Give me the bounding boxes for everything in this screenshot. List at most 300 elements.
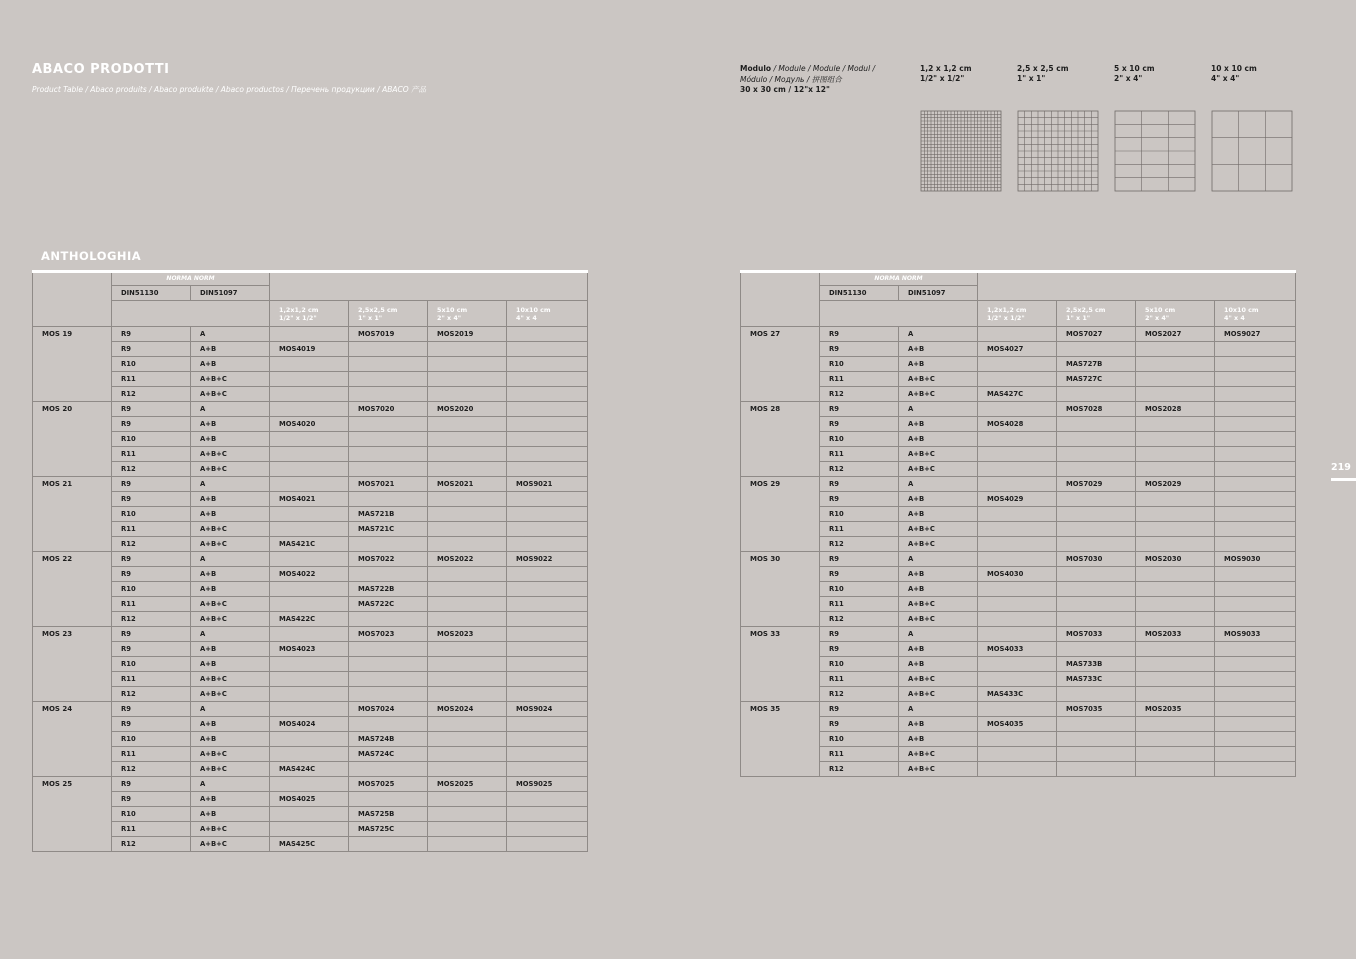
format-cm: 1,2x1,2 cm xyxy=(279,305,319,314)
din51097-value: A+B xyxy=(191,582,270,597)
code-10x10 xyxy=(507,672,588,687)
code-5x10 xyxy=(428,762,507,777)
din51097-value: A+B xyxy=(899,342,978,357)
din51130-value: R11 xyxy=(820,372,899,387)
code-1x1 xyxy=(270,507,349,522)
code-1x1 xyxy=(270,657,349,672)
code-2x2 xyxy=(349,762,428,777)
table-row xyxy=(741,432,1296,447)
code-10x10 xyxy=(507,372,588,387)
header-blank xyxy=(33,272,112,327)
code-2x2: MAS722C xyxy=(349,597,428,612)
code-5x10: MOS2024 xyxy=(428,702,507,717)
code-10x10 xyxy=(1215,732,1296,747)
code-5x10 xyxy=(428,612,507,627)
din51097-value: A+B+C xyxy=(899,597,978,612)
format-inch: 1/2" x 1/2" xyxy=(279,313,317,322)
code-2x2 xyxy=(349,372,428,387)
table-row xyxy=(741,612,1296,627)
code-1x1 xyxy=(270,777,349,792)
format-header xyxy=(270,301,349,327)
code-10x10 xyxy=(507,492,588,507)
page-number: 219 xyxy=(1331,462,1351,473)
table-row xyxy=(33,537,588,552)
code-10x10 xyxy=(507,522,588,537)
table-row xyxy=(33,732,588,747)
series-name: MOS 28 xyxy=(741,402,820,477)
din51130-value: R11 xyxy=(112,672,191,687)
din51130-value: R9 xyxy=(820,642,899,657)
table-row xyxy=(33,762,588,777)
code-5x10 xyxy=(1136,417,1215,432)
code-5x10 xyxy=(1136,582,1215,597)
din51130-value: R12 xyxy=(820,537,899,552)
code-10x10 xyxy=(507,732,588,747)
code-1x1 xyxy=(978,537,1057,552)
code-5x10 xyxy=(1136,732,1215,747)
format-header xyxy=(507,301,588,327)
series-name: MOS 27 xyxy=(741,327,820,402)
code-2x2: MOS7021 xyxy=(349,477,428,492)
din51130-value: R11 xyxy=(820,597,899,612)
code-2x2 xyxy=(1057,717,1136,732)
module-size-4 xyxy=(1211,64,1301,84)
din51130-value: R9 xyxy=(112,792,191,807)
code-2x2: MAS721B xyxy=(349,507,428,522)
code-5x10: MOS2030 xyxy=(1136,552,1215,567)
din51130-value: R9 xyxy=(112,342,191,357)
module-size-inch: 1" x 1" xyxy=(1017,74,1046,83)
code-5x10 xyxy=(1136,747,1215,762)
code-10x10 xyxy=(1215,447,1296,462)
code-2x2: MAS724B xyxy=(349,732,428,747)
code-1x1: MOS4027 xyxy=(978,342,1057,357)
table-row xyxy=(33,522,588,537)
din51130-value: R9 xyxy=(112,567,191,582)
format-header xyxy=(349,301,428,327)
din51097-value: A+B xyxy=(191,417,270,432)
code-2x2: MOS7022 xyxy=(349,552,428,567)
series-name: MOS 25 xyxy=(33,777,112,852)
code-2x2 xyxy=(349,342,428,357)
code-10x10 xyxy=(1215,417,1296,432)
code-1x1 xyxy=(270,732,349,747)
code-1x1: MOS4024 xyxy=(270,717,349,732)
grid-1x1-icon xyxy=(920,110,1002,192)
code-1x1 xyxy=(270,387,349,402)
code-10x10 xyxy=(507,612,588,627)
module-label-translations-2: Módulo / Модуль / 拼图组合 xyxy=(740,74,842,84)
din51130-value: R9 xyxy=(820,702,899,717)
din51097-value: A+B+C xyxy=(899,372,978,387)
code-5x10: MOS2025 xyxy=(428,777,507,792)
code-5x10 xyxy=(428,657,507,672)
code-1x1 xyxy=(270,687,349,702)
code-1x1 xyxy=(270,627,349,642)
code-10x10: MOS9025 xyxy=(507,777,588,792)
code-2x2 xyxy=(1057,417,1136,432)
din51097-value: A+B+C xyxy=(899,462,978,477)
table-row xyxy=(33,387,588,402)
table-row xyxy=(33,462,588,477)
code-10x10 xyxy=(1215,492,1296,507)
code-10x10 xyxy=(1215,717,1296,732)
code-10x10 xyxy=(507,342,588,357)
code-2x2 xyxy=(1057,537,1136,552)
code-2x2 xyxy=(1057,687,1136,702)
table-row xyxy=(741,357,1296,372)
code-5x10 xyxy=(1136,672,1215,687)
din51130-value: R9 xyxy=(112,417,191,432)
din51130-value: R9 xyxy=(112,492,191,507)
din51130-value: R9 xyxy=(820,417,899,432)
code-2x2: MAS725B xyxy=(349,807,428,822)
code-1x1: MOS4025 xyxy=(270,792,349,807)
header-blank-mid xyxy=(112,301,270,327)
code-10x10 xyxy=(507,717,588,732)
din51130-value: R10 xyxy=(112,657,191,672)
code-10x10 xyxy=(507,357,588,372)
din51097-value: A+B xyxy=(191,342,270,357)
din51130-value: R11 xyxy=(820,672,899,687)
code-2x2 xyxy=(349,447,428,462)
code-5x10 xyxy=(428,417,507,432)
din51097-value: A+B+C xyxy=(899,747,978,762)
code-10x10 xyxy=(507,567,588,582)
page-number-bar xyxy=(1331,478,1356,481)
din51130-value: R9 xyxy=(112,702,191,717)
code-2x2: MOS7027 xyxy=(1057,327,1136,342)
grid-10x10-icon xyxy=(1211,110,1293,192)
din51097-value: A xyxy=(191,327,270,342)
code-10x10 xyxy=(1215,432,1296,447)
code-1x1: MAS424C xyxy=(270,762,349,777)
grid-5x10-icon xyxy=(1114,110,1196,192)
code-1x1 xyxy=(978,732,1057,747)
code-10x10 xyxy=(507,402,588,417)
code-2x2: MAS724C xyxy=(349,747,428,762)
code-2x2: MAS733B xyxy=(1057,657,1136,672)
table-row xyxy=(33,327,588,342)
module-size-2 xyxy=(1017,64,1107,84)
header-blank-top xyxy=(270,272,588,301)
code-2x2 xyxy=(1057,582,1136,597)
code-5x10 xyxy=(428,747,507,762)
code-5x10 xyxy=(428,717,507,732)
code-2x2 xyxy=(1057,432,1136,447)
din51097-value: A+B+C xyxy=(191,462,270,477)
code-2x2 xyxy=(1057,387,1136,402)
format-cm: 10x10 cm xyxy=(516,305,551,314)
code-10x10 xyxy=(507,537,588,552)
code-10x10 xyxy=(507,822,588,837)
table-row xyxy=(741,702,1296,717)
table-row xyxy=(33,342,588,357)
din51130-value: R10 xyxy=(112,807,191,822)
table-row xyxy=(33,702,588,717)
code-5x10 xyxy=(1136,567,1215,582)
header-row-formats xyxy=(33,301,588,327)
din51097-value: A+B xyxy=(191,807,270,822)
code-1x1 xyxy=(978,477,1057,492)
code-1x1 xyxy=(978,627,1057,642)
code-1x1 xyxy=(978,657,1057,672)
din51130-value: R9 xyxy=(820,477,899,492)
format-inch: 2" x 4" xyxy=(437,313,462,322)
din51130-value: R12 xyxy=(820,762,899,777)
code-10x10 xyxy=(507,837,588,852)
table-row xyxy=(741,657,1296,672)
din51097-value: A xyxy=(899,702,978,717)
code-1x1: MAS422C xyxy=(270,612,349,627)
din51097-value: A+B xyxy=(899,492,978,507)
module-size-inch: 1/2" x 1/2" xyxy=(920,74,965,83)
code-5x10 xyxy=(428,507,507,522)
table-row xyxy=(33,642,588,657)
table-row xyxy=(33,432,588,447)
code-2x2 xyxy=(349,462,428,477)
code-5x10: MOS2021 xyxy=(428,477,507,492)
code-5x10 xyxy=(428,462,507,477)
code-5x10 xyxy=(1136,642,1215,657)
code-2x2: MOS7028 xyxy=(1057,402,1136,417)
code-2x2: MAS727C xyxy=(1057,372,1136,387)
din51130-value: R12 xyxy=(112,537,191,552)
code-10x10 xyxy=(1215,372,1296,387)
din51130-value: R12 xyxy=(820,462,899,477)
din51130-value: R10 xyxy=(820,507,899,522)
code-2x2: MAS721C xyxy=(349,522,428,537)
din51097-value: A+B+C xyxy=(899,612,978,627)
table-row xyxy=(741,417,1296,432)
code-10x10 xyxy=(1215,597,1296,612)
table-row xyxy=(741,462,1296,477)
din51130-value: R11 xyxy=(112,597,191,612)
code-1x1 xyxy=(270,552,349,567)
code-2x2 xyxy=(1057,747,1136,762)
table-row xyxy=(741,597,1296,612)
din51130-value: R12 xyxy=(820,612,899,627)
code-1x1 xyxy=(270,747,349,762)
series-name: MOS 20 xyxy=(33,402,112,477)
din51097-value: A+B xyxy=(899,567,978,582)
code-1x1 xyxy=(978,372,1057,387)
code-5x10 xyxy=(1136,507,1215,522)
code-1x1 xyxy=(270,597,349,612)
format-header xyxy=(1215,301,1296,327)
code-10x10 xyxy=(1215,507,1296,522)
code-1x1 xyxy=(270,822,349,837)
table-row xyxy=(33,612,588,627)
din51097-value: A+B xyxy=(191,792,270,807)
table-row xyxy=(33,627,588,642)
product-table-left xyxy=(32,270,588,852)
code-2x2 xyxy=(1057,597,1136,612)
code-10x10 xyxy=(1215,477,1296,492)
code-2x2 xyxy=(349,357,428,372)
din51130-value: R10 xyxy=(820,357,899,372)
code-5x10 xyxy=(1136,447,1215,462)
code-1x1: MAS433C xyxy=(978,687,1057,702)
table-row xyxy=(33,807,588,822)
code-1x1 xyxy=(270,447,349,462)
din51097-value: A+B xyxy=(191,432,270,447)
format-cm: 2,5x2,5 cm xyxy=(358,305,398,314)
code-2x2: MAS727B xyxy=(1057,357,1136,372)
code-2x2 xyxy=(349,657,428,672)
module-size-1 xyxy=(920,64,1010,84)
code-5x10: MOS2029 xyxy=(1136,477,1215,492)
module-size-inch: 4" x 4" xyxy=(1211,74,1240,83)
din51130-value: R12 xyxy=(112,387,191,402)
code-2x2 xyxy=(349,432,428,447)
code-10x10: MOS9024 xyxy=(507,702,588,717)
din51130-value: R10 xyxy=(112,507,191,522)
din51097-value: A+B+C xyxy=(191,747,270,762)
format-header xyxy=(1057,301,1136,327)
code-1x1: MOS4019 xyxy=(270,342,349,357)
code-5x10: MOS2033 xyxy=(1136,627,1215,642)
series-name: MOS 24 xyxy=(33,702,112,777)
table-row xyxy=(741,552,1296,567)
code-1x1 xyxy=(270,477,349,492)
din51097-value: A+B xyxy=(191,567,270,582)
code-5x10 xyxy=(1136,432,1215,447)
code-5x10 xyxy=(428,432,507,447)
table-row xyxy=(741,717,1296,732)
code-1x1 xyxy=(978,612,1057,627)
code-5x10 xyxy=(1136,612,1215,627)
code-10x10: MOS9021 xyxy=(507,477,588,492)
format-inch: 1" x 1" xyxy=(358,313,383,322)
din51097-value: A+B+C xyxy=(191,522,270,537)
code-10x10 xyxy=(507,747,588,762)
code-2x2: MOS7019 xyxy=(349,327,428,342)
code-2x2 xyxy=(349,387,428,402)
din51097-value: A xyxy=(899,327,978,342)
code-5x10 xyxy=(428,492,507,507)
table-row xyxy=(33,672,588,687)
code-1x1: MOS4021 xyxy=(270,492,349,507)
code-5x10: MOS2022 xyxy=(428,552,507,567)
din51130-value: R9 xyxy=(820,327,899,342)
module-label: Modulo xyxy=(740,64,772,73)
din51097-value: A xyxy=(191,477,270,492)
code-5x10: MOS2023 xyxy=(428,627,507,642)
code-2x2: MOS7029 xyxy=(1057,477,1136,492)
din51130-value: R12 xyxy=(112,462,191,477)
din51097-value: A+B+C xyxy=(899,522,978,537)
din51097-value: A+B+C xyxy=(899,447,978,462)
code-2x2 xyxy=(1057,642,1136,657)
code-10x10 xyxy=(1215,702,1296,717)
module-size-cm: 5 x 10 cm xyxy=(1114,64,1155,73)
format-inch: 1/2" x 1/2" xyxy=(987,313,1025,322)
code-10x10 xyxy=(507,762,588,777)
din51130-value: R9 xyxy=(112,477,191,492)
table-row xyxy=(33,552,588,567)
code-1x1: MAS425C xyxy=(270,837,349,852)
table-row xyxy=(741,477,1296,492)
table-row xyxy=(741,372,1296,387)
table-row xyxy=(741,537,1296,552)
header-row-norma xyxy=(33,272,588,286)
table-row xyxy=(741,747,1296,762)
code-1x1: MOS4029 xyxy=(978,492,1057,507)
code-10x10 xyxy=(1215,522,1296,537)
table-row xyxy=(741,642,1296,657)
din51130-value: R11 xyxy=(820,522,899,537)
din51130-value: R9 xyxy=(112,642,191,657)
code-1x1 xyxy=(978,402,1057,417)
module-size-cm: 2,5 x 2,5 cm xyxy=(1017,64,1069,73)
code-1x1: MOS4028 xyxy=(978,417,1057,432)
format-inch: 4" x 4 xyxy=(1224,313,1245,322)
norma-header: NORMA NORM xyxy=(112,272,270,286)
module-size-cm: 10 x 10 cm xyxy=(1211,64,1257,73)
code-2x2 xyxy=(1057,492,1136,507)
header-blank xyxy=(741,272,820,327)
code-10x10 xyxy=(1215,462,1296,477)
code-2x2 xyxy=(349,537,428,552)
format-cm: 5x10 cm xyxy=(1145,305,1176,314)
table-row xyxy=(33,837,588,852)
code-5x10 xyxy=(428,822,507,837)
din51130-value: R10 xyxy=(112,582,191,597)
page-title: ABACO PRODOTTI xyxy=(32,62,170,77)
table-row xyxy=(33,747,588,762)
table-row xyxy=(33,792,588,807)
din51130-value: R12 xyxy=(112,837,191,852)
din51130-value: R9 xyxy=(820,627,899,642)
code-2x2: MOS7023 xyxy=(349,627,428,642)
code-2x2: MAS722B xyxy=(349,582,428,597)
code-2x2 xyxy=(349,492,428,507)
table-row xyxy=(33,687,588,702)
code-5x10 xyxy=(428,357,507,372)
code-5x10 xyxy=(1136,387,1215,402)
code-10x10 xyxy=(507,807,588,822)
table-row xyxy=(741,447,1296,462)
code-1x1 xyxy=(978,597,1057,612)
code-10x10 xyxy=(1215,342,1296,357)
code-5x10 xyxy=(428,732,507,747)
page-subtitle: Product Table / Abaco produits / Abaco produkte / Abaco productos / Перечень продукции / ABACO 产品 xyxy=(32,85,427,94)
code-2x2 xyxy=(349,687,428,702)
din51130-value: R9 xyxy=(820,402,899,417)
code-1x1 xyxy=(270,807,349,822)
table-row xyxy=(33,657,588,672)
din51130-value: R9 xyxy=(112,327,191,342)
din51130-value: R10 xyxy=(820,432,899,447)
din51130-value: R9 xyxy=(820,342,899,357)
table-row xyxy=(741,507,1296,522)
din51097-value: A+B xyxy=(191,357,270,372)
code-1x1 xyxy=(978,702,1057,717)
code-1x1 xyxy=(270,432,349,447)
format-inch: 2" x 4" xyxy=(1145,313,1170,322)
din51130-value: R11 xyxy=(112,747,191,762)
din51097-value: A+B+C xyxy=(191,672,270,687)
din51097-value: A+B xyxy=(191,732,270,747)
code-2x2 xyxy=(349,642,428,657)
code-1x1 xyxy=(270,702,349,717)
code-5x10 xyxy=(428,837,507,852)
format-header xyxy=(978,301,1057,327)
din51097-value: A+B xyxy=(191,507,270,522)
code-10x10 xyxy=(1215,687,1296,702)
code-10x10 xyxy=(1215,402,1296,417)
